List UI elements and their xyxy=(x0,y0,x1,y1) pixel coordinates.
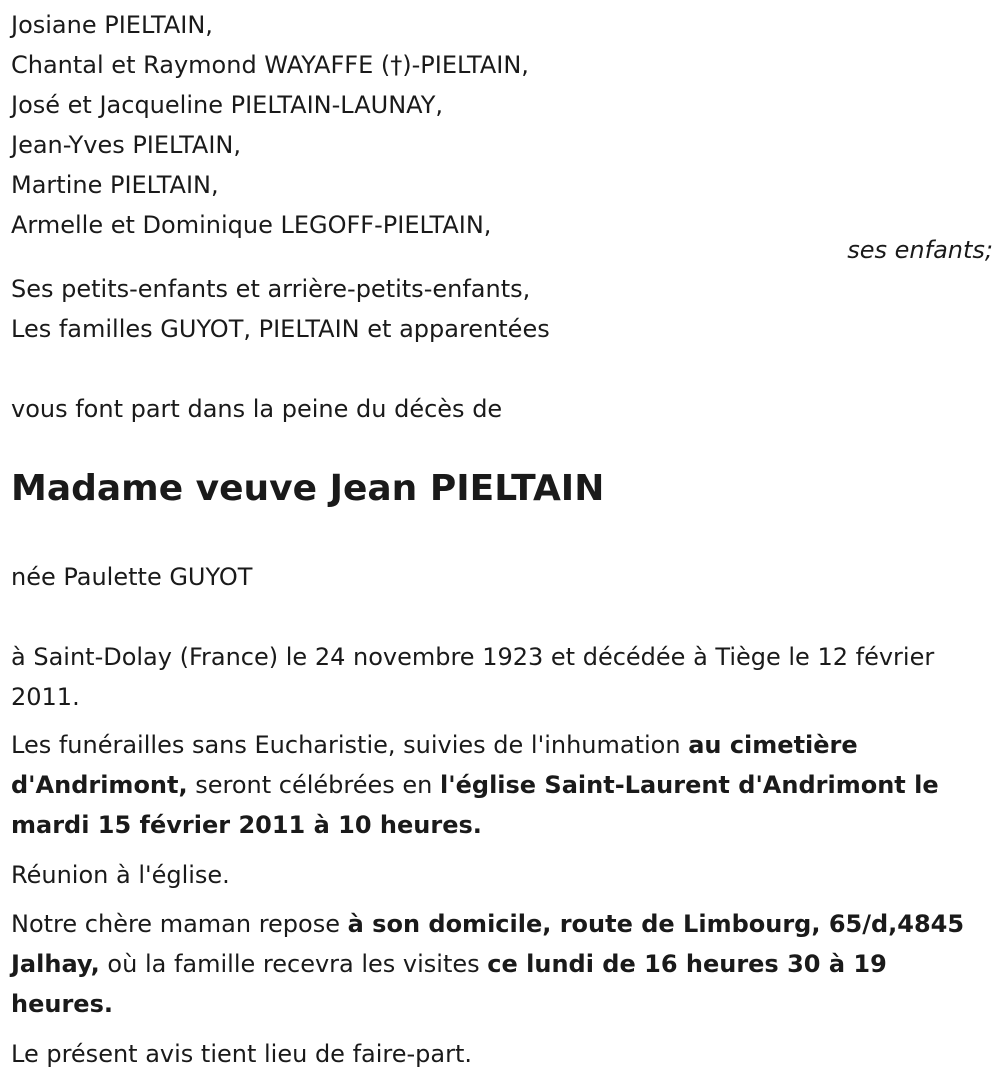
birth-name-text: née Paulette GUYOT xyxy=(11,563,253,591)
funeral-text: seront célébrées en xyxy=(187,771,441,799)
child-line: Jean-Yves PIELTAIN, xyxy=(11,131,241,159)
children-label: ses enfants; xyxy=(847,236,993,264)
children-list xyxy=(11,5,529,245)
visit-text: Notre chère maman repose xyxy=(11,910,348,938)
reunion-paragraph: Réunion à l'église. xyxy=(11,861,230,889)
birth-death-paragraph: à Saint-Dolay (France) le 24 novembre 1923 et décédée à Tiège le 12 février 2011. xyxy=(11,643,935,711)
child-line: Chantal et Raymond WAYAFFE (†)-PIELTAIN, xyxy=(11,51,529,79)
funeral-text: Les funérailles sans Eucharistie, suivies de l'inhumation xyxy=(11,731,689,759)
visit-paragraph xyxy=(11,904,993,1024)
closing-paragraph: Le présent avis tient lieu de faire-part. xyxy=(11,1040,473,1068)
funeral-church-date: l'église Saint-Laurent d'Andrimont le mardi 15 février 2011 à 10 heures. xyxy=(11,771,939,839)
child-line: Armelle et Dominique LEGOFF-PIELTAIN, xyxy=(11,211,492,239)
birth-name xyxy=(11,557,252,597)
visit-text: où la famille recevra les visites xyxy=(99,950,488,978)
announcement xyxy=(11,389,502,429)
announcement-text: vous font part dans la peine du décès de xyxy=(11,395,503,423)
visit-hours: ce lundi de 16 heures 30 à 19 heures. xyxy=(11,950,887,1018)
funeral-cemetery: au cimetière d'Andrimont, xyxy=(11,731,858,799)
child-line: Josiane PIELTAIN, xyxy=(11,11,213,39)
visit-address: à son domicile, route de Limbourg, 65/d,4845 Jalhay, xyxy=(11,910,965,978)
deceased-name: Madame veuve Jean PIELTAIN xyxy=(11,468,605,509)
funeral-paragraph xyxy=(11,725,993,845)
family-list xyxy=(11,269,550,349)
family-line: Ses petits-enfants et arrière-petits-enfants, xyxy=(11,275,531,303)
child-line: Martine PIELTAIN, xyxy=(11,171,219,199)
child-line: José et Jacqueline PIELTAIN-LAUNAY, xyxy=(11,91,443,119)
family-line: Les familles GUYOT, PIELTAIN et apparentées xyxy=(11,315,550,343)
